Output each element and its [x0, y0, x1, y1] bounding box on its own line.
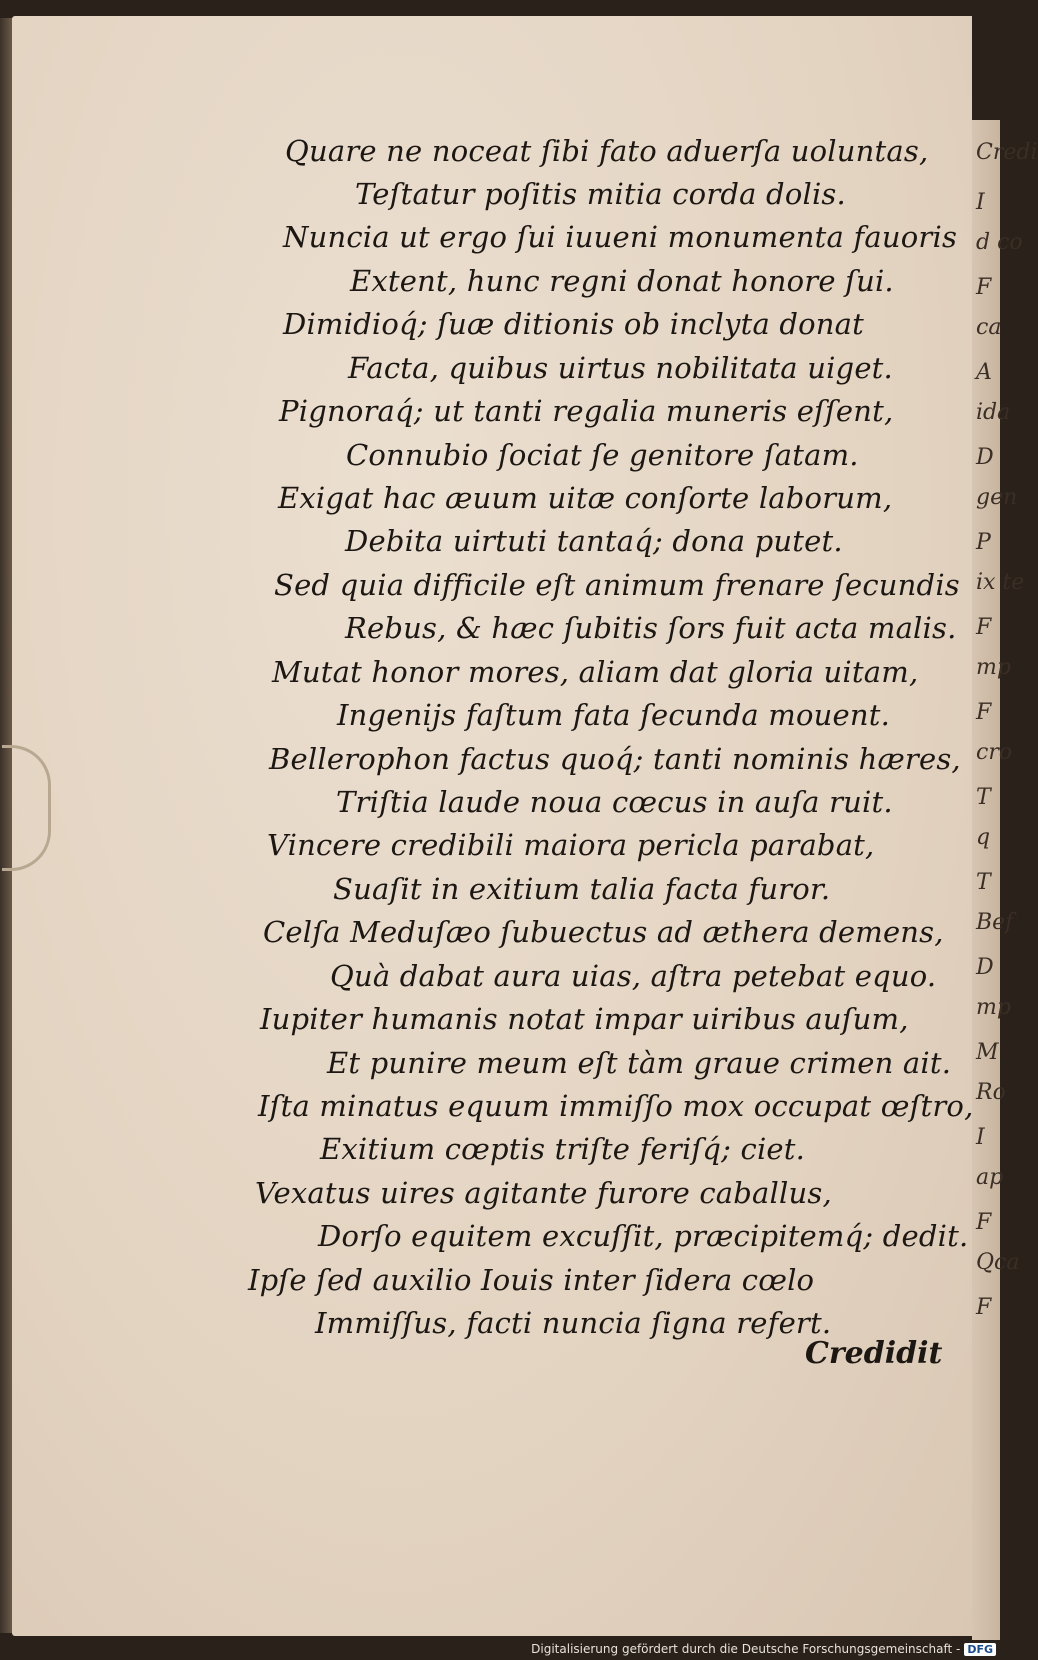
- margin-fragment: Qca: [976, 1250, 1020, 1275]
- verse-line: Nuncia ut ergo ſui iuueni monumenta fauoris: [283, 220, 958, 254]
- margin-fragment: F: [976, 1295, 992, 1320]
- verse-line: Iupiter humanis notat impar uiribus auſum,: [260, 1002, 909, 1036]
- margin-fragment: M: [976, 1040, 999, 1065]
- margin-fragment: Ro: [976, 1080, 1006, 1105]
- margin-fragment: A: [976, 360, 992, 385]
- margin-fragment: mp: [976, 995, 1011, 1020]
- verse-line: Exigat hac æuum uitæ conſorte laborum,: [278, 481, 893, 515]
- verse-line: Suaſit in exitium talia facta furor.: [333, 872, 831, 906]
- margin-fragment: P: [976, 530, 991, 555]
- verse-line: Rebus, & hæc ſubitis ſors fuit acta malis.: [345, 611, 957, 645]
- verse-line: Immiſſus, facti nuncia ſigna refert.: [315, 1306, 832, 1340]
- margin-fragment: T: [976, 870, 991, 895]
- verse-line: Vexatus uires agitante furore caballus,: [255, 1176, 832, 1210]
- margin-fragment: I: [976, 190, 985, 215]
- verse-line: Pignoraq́; ut tanti regalia muneris eſſent,: [279, 394, 894, 428]
- verse-line: Debita uirtuti tantaq́; dona putet.: [345, 524, 843, 558]
- verse-line: Quare ne noceat ſibi fato aduerſa uoluntas,: [285, 134, 929, 168]
- margin-fragment: Credi: [976, 140, 1038, 165]
- margin-fragment: D: [976, 955, 994, 980]
- margin-fragment: gen: [976, 485, 1018, 510]
- margin-fragment: ix te: [976, 570, 1025, 595]
- margin-fragment: I: [976, 1125, 985, 1150]
- verse-line: Vincere credibili maiora pericla parabat,: [267, 828, 875, 862]
- margin-fragment: cro: [976, 740, 1013, 765]
- verse-line: Facta, quibus uirtus nobilitata uiget.: [348, 351, 893, 385]
- verse-line: Exitium cœptis triſte feriſq́; ciet.: [320, 1132, 806, 1166]
- verse-line: Quà dabat aura uias, aſtra petebat equo.: [330, 959, 937, 993]
- margin-fragment: ida: [976, 400, 1011, 425]
- verse-line: Iſta minatus equum immiſſo mox occupat œſtro,: [258, 1089, 974, 1123]
- dfg-logo-icon: DFG: [964, 1643, 996, 1656]
- verse-line: Sed quia difficile eſt animum frenare ſecundis: [274, 568, 960, 602]
- verse-line: Triſtia laude noua cœcus in auſa ruit.: [336, 785, 893, 819]
- verse-line: Celſa Meduſæo ſubuectus ad æthera demens,: [263, 915, 944, 949]
- footer-credit-text: Digitalisierung gefördert durch die Deutsche Forschungsgemeinschaft -: [531, 1642, 961, 1656]
- margin-fragment: F: [976, 275, 992, 300]
- margin-fragment: D: [976, 445, 994, 470]
- margin-fragment: T: [976, 785, 991, 810]
- verse-line: Extent, hunc regni donat honore ſui.: [350, 264, 894, 298]
- margin-fragment: d co: [976, 230, 1023, 255]
- margin-fragment: F: [976, 700, 992, 725]
- verse-line: Bellerophon factus quoq́; tanti nominis hæres,: [269, 742, 961, 776]
- margin-fragment: F: [976, 615, 992, 640]
- verse-line: Et punire meum eſt tàm graue crimen ait.: [327, 1046, 952, 1080]
- verse-line: Ingenijs faſtum fata ſecunda mouent.: [337, 698, 891, 732]
- verse-line: Mutat honor mores, aliam dat gloria uitam,: [272, 655, 919, 689]
- margin-fragment: mp: [976, 655, 1011, 680]
- margin-fragment: q: [976, 825, 991, 850]
- verse-line: Dimidioq́; ſuæ ditionis ob inclyta donat: [283, 307, 865, 341]
- margin-fragment: ca: [976, 315, 1002, 340]
- digitization-footer: [531, 1642, 996, 1656]
- verse-line: Dorſo equitem excuſſit, præcipitemq́; dedit.: [318, 1219, 969, 1253]
- margin-fragment: Bef: [976, 910, 1014, 935]
- verse-line: Connubio ſociat ſe genitore ſatam.: [346, 438, 859, 472]
- margin-fragment: ap: [976, 1165, 1004, 1190]
- verse-line: Teſtatur poſitis mitia corda dolis.: [355, 177, 846, 211]
- margin-fragment: F: [976, 1210, 992, 1235]
- catchword: Credidit: [805, 1336, 943, 1371]
- facing-page-edge: [972, 120, 1038, 1640]
- verse-line: Ipſe ſed auxilio Iouis inter ſidera cœlo: [248, 1263, 815, 1297]
